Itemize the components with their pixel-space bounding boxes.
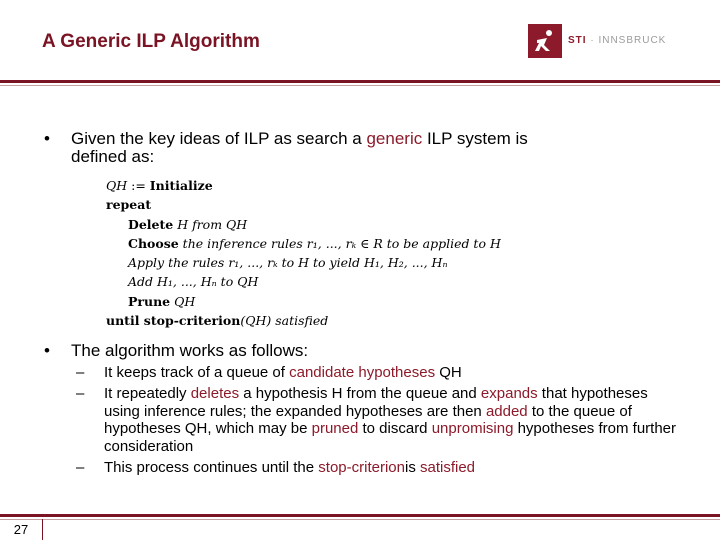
header-divider-thin xyxy=(0,85,720,86)
algo-line-delete: Delete H from QH xyxy=(128,216,248,232)
algo-line-initialize: QH := Initialize xyxy=(106,178,213,193)
footer-divider-thin xyxy=(0,519,720,520)
algo-line-until: until stop-criterion(QH) satisfied xyxy=(106,313,329,329)
bullet-dot: • xyxy=(44,341,50,360)
algo-line-repeat: repeat xyxy=(106,197,152,213)
logo-text: STI · INNSBRUCK xyxy=(568,35,667,46)
page-number: 27 xyxy=(0,519,43,540)
bullet-dot: • xyxy=(44,129,50,148)
algo-line-prune: Prune QH xyxy=(128,293,196,309)
footer-divider xyxy=(0,514,720,517)
algo-line-apply: Apply the rules r₁, ..., rₖ to H to yield H₁, H₂, ..., Hₙ xyxy=(128,255,448,271)
logo-mark-icon xyxy=(528,24,562,58)
slide-title: A Generic ILP Algorithm xyxy=(42,31,260,52)
algo-line-choose: Choose the inference rules r₁, ..., rₖ ∈ R to be applied to H xyxy=(128,235,501,251)
header-divider xyxy=(0,80,720,83)
sti-innsbruck-logo xyxy=(528,24,678,58)
algo-line-add: Add H₁, ..., Hₙ to QH xyxy=(128,274,259,290)
algorithm-pseudocode xyxy=(106,176,556,330)
